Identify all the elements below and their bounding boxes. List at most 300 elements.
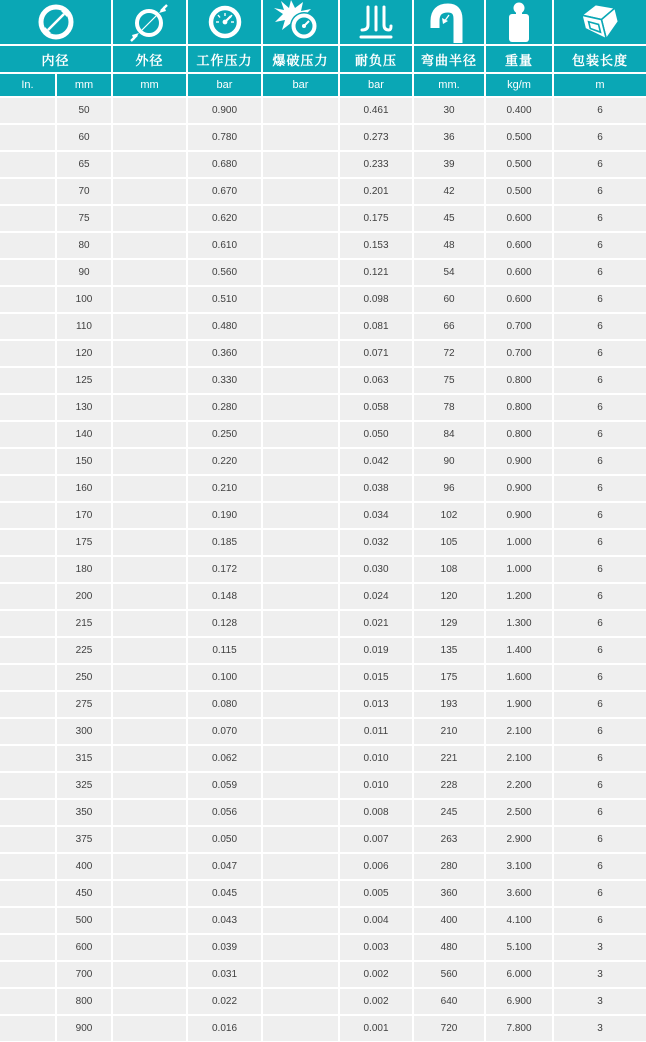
data-cell-inner_diameter_mm: 375 — [57, 827, 111, 852]
data-cell-bend_radius_mm: 90 — [414, 449, 484, 474]
data-cell-burst_pressure_bar — [263, 206, 338, 231]
header-icon-cell-burst-pressure — [263, 0, 338, 44]
data-cell-burst_pressure_bar — [263, 854, 338, 879]
data-cell-packing_length_m: 6 — [554, 611, 646, 636]
data-cell-outer_diameter_mm — [113, 854, 186, 879]
data-cell-inner_diameter_mm: 60 — [57, 125, 111, 150]
data-cell-vacuum_bar: 0.007 — [340, 827, 412, 852]
data-cell-burst_pressure_bar — [263, 503, 338, 528]
header-icon-cell-working-pressure — [188, 0, 261, 44]
data-cell-inner_diameter_in — [0, 530, 55, 555]
data-cell-bend_radius_mm: 120 — [414, 584, 484, 609]
burst-pressure-icon — [269, 0, 333, 44]
data-cell-burst_pressure_bar — [263, 746, 338, 771]
data-cell-working_pressure_bar: 0.250 — [188, 422, 261, 447]
data-cell-outer_diameter_mm — [113, 233, 186, 258]
data-cell-inner_diameter_in — [0, 746, 55, 771]
data-cell-outer_diameter_mm — [113, 989, 186, 1014]
unit-cell-burst_pressure_bar: bar — [263, 74, 338, 96]
data-cell-weight_kg_m: 3.100 — [486, 854, 552, 879]
data-cell-inner_diameter_mm: 215 — [57, 611, 111, 636]
data-cell-working_pressure_bar: 0.172 — [188, 557, 261, 582]
data-cell-burst_pressure_bar — [263, 260, 338, 285]
data-cell-outer_diameter_mm — [113, 503, 186, 528]
data-cell-burst_pressure_bar — [263, 584, 338, 609]
data-cell-burst_pressure_bar — [263, 125, 338, 150]
data-cell-weight_kg_m: 0.600 — [486, 260, 552, 285]
data-cell-burst_pressure_bar — [263, 827, 338, 852]
data-cell-working_pressure_bar: 0.056 — [188, 800, 261, 825]
data-cell-burst_pressure_bar — [263, 422, 338, 447]
data-cell-packing_length_m: 6 — [554, 719, 646, 744]
data-cell-inner_diameter_mm: 175 — [57, 530, 111, 555]
data-cell-bend_radius_mm: 75 — [414, 368, 484, 393]
data-cell-vacuum_bar: 0.201 — [340, 179, 412, 204]
unit-cell-outer_diameter_mm: mm — [113, 74, 186, 96]
data-cell-weight_kg_m: 2.900 — [486, 827, 552, 852]
data-cell-bend_radius_mm: 560 — [414, 962, 484, 987]
data-cell-weight_kg_m: 0.900 — [486, 503, 552, 528]
data-cell-burst_pressure_bar — [263, 1016, 338, 1041]
data-cell-inner_diameter_in — [0, 557, 55, 582]
data-cell-weight_kg_m: 0.500 — [486, 125, 552, 150]
data-cell-inner_diameter_in — [0, 287, 55, 312]
data-cell-vacuum_bar: 0.121 — [340, 260, 412, 285]
data-cell-inner_diameter_in — [0, 314, 55, 339]
data-cell-packing_length_m: 6 — [554, 179, 646, 204]
data-cell-weight_kg_m: 7.800 — [486, 1016, 552, 1041]
data-cell-weight_kg_m: 0.400 — [486, 98, 552, 123]
data-cell-burst_pressure_bar — [263, 152, 338, 177]
data-cell-vacuum_bar: 0.038 — [340, 476, 412, 501]
data-cell-weight_kg_m: 0.700 — [486, 314, 552, 339]
vacuum-resistance-icon — [345, 1, 407, 43]
data-cell-outer_diameter_mm — [113, 530, 186, 555]
data-cell-outer_diameter_mm — [113, 314, 186, 339]
data-cell-weight_kg_m: 6.900 — [486, 989, 552, 1014]
data-cell-inner_diameter_mm: 65 — [57, 152, 111, 177]
data-cell-outer_diameter_mm — [113, 341, 186, 366]
data-cell-packing_length_m: 6 — [554, 503, 646, 528]
data-cell-bend_radius_mm: 48 — [414, 233, 484, 258]
data-cell-burst_pressure_bar — [263, 773, 338, 798]
data-cell-inner_diameter_mm: 450 — [57, 881, 111, 906]
data-cell-packing_length_m: 6 — [554, 260, 646, 285]
unit-cell-packing_length_m: m — [554, 74, 646, 96]
column-header-burst-pressure: 爆破压力 — [263, 46, 338, 72]
data-cell-inner_diameter_mm: 700 — [57, 962, 111, 987]
data-cell-bend_radius_mm: 96 — [414, 476, 484, 501]
data-cell-outer_diameter_mm — [113, 476, 186, 501]
data-cell-packing_length_m: 6 — [554, 530, 646, 555]
data-cell-outer_diameter_mm — [113, 98, 186, 123]
data-cell-weight_kg_m: 2.100 — [486, 746, 552, 771]
data-cell-bend_radius_mm: 45 — [414, 206, 484, 231]
unit-cell-inner_diameter_mm: mm — [57, 74, 111, 96]
data-cell-vacuum_bar: 0.003 — [340, 935, 412, 960]
data-cell-packing_length_m: 3 — [554, 989, 646, 1014]
data-cell-vacuum_bar: 0.461 — [340, 98, 412, 123]
data-cell-outer_diameter_mm — [113, 665, 186, 690]
outer-diameter-icon — [119, 1, 181, 43]
data-cell-bend_radius_mm: 42 — [414, 179, 484, 204]
data-cell-packing_length_m: 6 — [554, 98, 646, 123]
data-cell-packing_length_m: 6 — [554, 908, 646, 933]
data-cell-outer_diameter_mm — [113, 125, 186, 150]
data-cell-outer_diameter_mm — [113, 1016, 186, 1041]
data-cell-inner_diameter_mm: 500 — [57, 908, 111, 933]
column-header-bend-radius: 弯曲半径 — [414, 46, 484, 72]
data-cell-vacuum_bar: 0.015 — [340, 665, 412, 690]
data-cell-working_pressure_bar: 0.360 — [188, 341, 261, 366]
data-cell-bend_radius_mm: 129 — [414, 611, 484, 636]
data-cell-inner_diameter_mm: 800 — [57, 989, 111, 1014]
data-cell-weight_kg_m: 0.800 — [486, 368, 552, 393]
data-cell-working_pressure_bar: 0.670 — [188, 179, 261, 204]
data-cell-burst_pressure_bar — [263, 665, 338, 690]
data-cell-outer_diameter_mm — [113, 773, 186, 798]
data-cell-burst_pressure_bar — [263, 341, 338, 366]
data-cell-burst_pressure_bar — [263, 962, 338, 987]
column-header-packing-length: 包装长度 — [554, 46, 646, 72]
data-cell-bend_radius_mm: 36 — [414, 125, 484, 150]
data-cell-packing_length_m: 3 — [554, 935, 646, 960]
data-cell-inner_diameter_mm: 250 — [57, 665, 111, 690]
data-cell-inner_diameter_in — [0, 665, 55, 690]
data-cell-packing_length_m: 3 — [554, 1016, 646, 1041]
data-cell-inner_diameter_mm: 275 — [57, 692, 111, 717]
data-cell-inner_diameter_mm: 900 — [57, 1016, 111, 1041]
data-cell-working_pressure_bar: 0.062 — [188, 746, 261, 771]
data-cell-vacuum_bar: 0.032 — [340, 530, 412, 555]
data-cell-outer_diameter_mm — [113, 584, 186, 609]
data-cell-working_pressure_bar: 0.050 — [188, 827, 261, 852]
data-cell-inner_diameter_in — [0, 341, 55, 366]
data-cell-inner_diameter_mm: 350 — [57, 800, 111, 825]
data-cell-outer_diameter_mm — [113, 692, 186, 717]
data-cell-packing_length_m: 6 — [554, 827, 646, 852]
data-cell-weight_kg_m: 0.700 — [486, 341, 552, 366]
data-cell-outer_diameter_mm — [113, 908, 186, 933]
data-cell-inner_diameter_in — [0, 800, 55, 825]
data-cell-inner_diameter_in — [0, 422, 55, 447]
data-cell-weight_kg_m: 0.600 — [486, 206, 552, 231]
data-cell-inner_diameter_in — [0, 206, 55, 231]
data-cell-weight_kg_m: 1.300 — [486, 611, 552, 636]
data-cell-working_pressure_bar: 0.022 — [188, 989, 261, 1014]
data-cell-inner_diameter_in — [0, 989, 55, 1014]
data-cell-inner_diameter_in — [0, 584, 55, 609]
data-cell-outer_diameter_mm — [113, 800, 186, 825]
data-cell-working_pressure_bar: 0.680 — [188, 152, 261, 177]
data-cell-outer_diameter_mm — [113, 152, 186, 177]
data-cell-weight_kg_m: 2.200 — [486, 773, 552, 798]
data-cell-packing_length_m: 6 — [554, 152, 646, 177]
data-cell-weight_kg_m: 4.100 — [486, 908, 552, 933]
data-cell-bend_radius_mm: 66 — [414, 314, 484, 339]
data-cell-vacuum_bar: 0.081 — [340, 314, 412, 339]
data-cell-burst_pressure_bar — [263, 179, 338, 204]
data-cell-inner_diameter_mm: 600 — [57, 935, 111, 960]
header-icon-cell-weight — [486, 0, 552, 44]
inner-diameter-icon — [25, 1, 87, 43]
data-cell-vacuum_bar: 0.050 — [340, 422, 412, 447]
unit-cell-working_pressure_bar: bar — [188, 74, 261, 96]
data-cell-burst_pressure_bar — [263, 314, 338, 339]
data-cell-vacuum_bar: 0.010 — [340, 746, 412, 771]
data-cell-inner_diameter_mm: 200 — [57, 584, 111, 609]
data-cell-vacuum_bar: 0.004 — [340, 908, 412, 933]
data-cell-bend_radius_mm: 175 — [414, 665, 484, 690]
data-cell-weight_kg_m: 5.100 — [486, 935, 552, 960]
data-cell-burst_pressure_bar — [263, 98, 338, 123]
data-cell-inner_diameter_mm: 160 — [57, 476, 111, 501]
data-cell-weight_kg_m: 1.000 — [486, 530, 552, 555]
data-cell-inner_diameter_mm: 300 — [57, 719, 111, 744]
data-cell-bend_radius_mm: 400 — [414, 908, 484, 933]
data-cell-working_pressure_bar: 0.210 — [188, 476, 261, 501]
data-cell-inner_diameter_in — [0, 449, 55, 474]
header-icon-cell-bend-radius — [414, 0, 484, 44]
column-header-working-pressure: 工作压力 — [188, 46, 261, 72]
data-cell-packing_length_m: 6 — [554, 449, 646, 474]
data-cell-inner_diameter_mm: 80 — [57, 233, 111, 258]
data-cell-outer_diameter_mm — [113, 179, 186, 204]
data-cell-weight_kg_m: 1.200 — [486, 584, 552, 609]
data-cell-bend_radius_mm: 360 — [414, 881, 484, 906]
data-cell-packing_length_m: 6 — [554, 584, 646, 609]
data-cell-inner_diameter_in — [0, 638, 55, 663]
data-cell-vacuum_bar: 0.011 — [340, 719, 412, 744]
data-cell-outer_diameter_mm — [113, 611, 186, 636]
data-cell-inner_diameter_in — [0, 908, 55, 933]
data-cell-working_pressure_bar: 0.115 — [188, 638, 261, 663]
data-cell-weight_kg_m: 2.500 — [486, 800, 552, 825]
data-cell-vacuum_bar: 0.024 — [340, 584, 412, 609]
data-cell-vacuum_bar: 0.098 — [340, 287, 412, 312]
data-cell-vacuum_bar: 0.175 — [340, 206, 412, 231]
data-cell-bend_radius_mm: 39 — [414, 152, 484, 177]
data-cell-outer_diameter_mm — [113, 206, 186, 231]
data-cell-burst_pressure_bar — [263, 395, 338, 420]
data-cell-working_pressure_bar: 0.780 — [188, 125, 261, 150]
data-cell-packing_length_m: 6 — [554, 881, 646, 906]
column-header-inner-diameter: 内径 — [0, 46, 111, 72]
data-cell-bend_radius_mm: 480 — [414, 935, 484, 960]
data-cell-packing_length_m: 6 — [554, 557, 646, 582]
data-cell-vacuum_bar: 0.013 — [340, 692, 412, 717]
data-cell-bend_radius_mm: 210 — [414, 719, 484, 744]
data-cell-inner_diameter_in — [0, 503, 55, 528]
data-cell-inner_diameter_mm: 70 — [57, 179, 111, 204]
data-cell-inner_diameter_in — [0, 98, 55, 123]
data-cell-outer_diameter_mm — [113, 260, 186, 285]
data-cell-inner_diameter_mm: 140 — [57, 422, 111, 447]
data-cell-weight_kg_m: 0.900 — [486, 449, 552, 474]
data-cell-burst_pressure_bar — [263, 557, 338, 582]
data-cell-working_pressure_bar: 0.560 — [188, 260, 261, 285]
data-cell-weight_kg_m: 0.600 — [486, 233, 552, 258]
data-cell-weight_kg_m: 0.600 — [486, 287, 552, 312]
data-cell-vacuum_bar: 0.021 — [340, 611, 412, 636]
data-cell-burst_pressure_bar — [263, 476, 338, 501]
data-cell-packing_length_m: 6 — [554, 395, 646, 420]
data-cell-inner_diameter_mm: 110 — [57, 314, 111, 339]
data-cell-weight_kg_m: 1.900 — [486, 692, 552, 717]
weight-icon — [488, 0, 550, 44]
data-cell-packing_length_m: 6 — [554, 800, 646, 825]
data-cell-weight_kg_m: 3.600 — [486, 881, 552, 906]
data-cell-outer_diameter_mm — [113, 935, 186, 960]
working-pressure-gauge-icon — [194, 1, 256, 43]
data-cell-working_pressure_bar: 0.016 — [188, 1016, 261, 1041]
data-cell-working_pressure_bar: 0.080 — [188, 692, 261, 717]
data-cell-vacuum_bar: 0.001 — [340, 1016, 412, 1041]
data-cell-weight_kg_m: 1.000 — [486, 557, 552, 582]
data-cell-working_pressure_bar: 0.510 — [188, 287, 261, 312]
data-cell-burst_pressure_bar — [263, 800, 338, 825]
data-cell-bend_radius_mm: 30 — [414, 98, 484, 123]
data-cell-vacuum_bar: 0.273 — [340, 125, 412, 150]
data-cell-burst_pressure_bar — [263, 908, 338, 933]
data-cell-packing_length_m: 6 — [554, 422, 646, 447]
data-cell-bend_radius_mm: 221 — [414, 746, 484, 771]
data-cell-vacuum_bar: 0.071 — [340, 341, 412, 366]
data-cell-inner_diameter_in — [0, 827, 55, 852]
header-icon-cell-packing-length — [554, 0, 646, 44]
data-cell-bend_radius_mm: 720 — [414, 1016, 484, 1041]
data-cell-inner_diameter_in — [0, 962, 55, 987]
header-icon-cell-vacuum-resistance — [340, 0, 412, 44]
data-cell-working_pressure_bar: 0.070 — [188, 719, 261, 744]
data-cell-vacuum_bar: 0.002 — [340, 962, 412, 987]
data-cell-inner_diameter_in — [0, 368, 55, 393]
data-cell-working_pressure_bar: 0.330 — [188, 368, 261, 393]
data-cell-bend_radius_mm: 228 — [414, 773, 484, 798]
data-cell-weight_kg_m: 0.500 — [486, 152, 552, 177]
data-cell-working_pressure_bar: 0.610 — [188, 233, 261, 258]
data-cell-weight_kg_m: 0.500 — [486, 179, 552, 204]
data-cell-inner_diameter_mm: 400 — [57, 854, 111, 879]
data-cell-vacuum_bar: 0.058 — [340, 395, 412, 420]
data-cell-inner_diameter_in — [0, 179, 55, 204]
data-cell-working_pressure_bar: 0.148 — [188, 584, 261, 609]
data-cell-outer_diameter_mm — [113, 827, 186, 852]
data-cell-inner_diameter_mm: 315 — [57, 746, 111, 771]
data-cell-bend_radius_mm: 102 — [414, 503, 484, 528]
data-cell-working_pressure_bar: 0.220 — [188, 449, 261, 474]
data-cell-inner_diameter_mm: 225 — [57, 638, 111, 663]
data-cell-working_pressure_bar: 0.185 — [188, 530, 261, 555]
data-cell-outer_diameter_mm — [113, 287, 186, 312]
data-cell-inner_diameter_in — [0, 260, 55, 285]
data-cell-working_pressure_bar: 0.900 — [188, 98, 261, 123]
data-cell-inner_diameter_in — [0, 125, 55, 150]
data-cell-working_pressure_bar: 0.047 — [188, 854, 261, 879]
data-cell-inner_diameter_in — [0, 233, 55, 258]
header-icon-cell-outer-diameter — [113, 0, 186, 44]
unit-cell-vacuum_bar: bar — [340, 74, 412, 96]
data-cell-working_pressure_bar: 0.045 — [188, 881, 261, 906]
data-cell-outer_diameter_mm — [113, 395, 186, 420]
data-cell-working_pressure_bar: 0.100 — [188, 665, 261, 690]
data-cell-weight_kg_m: 0.800 — [486, 422, 552, 447]
data-cell-inner_diameter_mm: 100 — [57, 287, 111, 312]
data-cell-working_pressure_bar: 0.031 — [188, 962, 261, 987]
data-cell-packing_length_m: 6 — [554, 368, 646, 393]
data-cell-outer_diameter_mm — [113, 746, 186, 771]
data-cell-bend_radius_mm: 263 — [414, 827, 484, 852]
data-cell-bend_radius_mm: 640 — [414, 989, 484, 1014]
data-cell-working_pressure_bar: 0.128 — [188, 611, 261, 636]
data-cell-weight_kg_m: 0.900 — [486, 476, 552, 501]
data-cell-weight_kg_m: 0.800 — [486, 395, 552, 420]
data-cell-packing_length_m: 6 — [554, 314, 646, 339]
data-cell-bend_radius_mm: 72 — [414, 341, 484, 366]
data-cell-packing_length_m: 6 — [554, 692, 646, 717]
data-cell-bend_radius_mm: 245 — [414, 800, 484, 825]
data-cell-packing_length_m: 6 — [554, 638, 646, 663]
data-cell-weight_kg_m: 2.100 — [486, 719, 552, 744]
data-cell-burst_pressure_bar — [263, 692, 338, 717]
data-cell-inner_diameter_mm: 325 — [57, 773, 111, 798]
data-cell-packing_length_m: 6 — [554, 206, 646, 231]
data-cell-burst_pressure_bar — [263, 233, 338, 258]
data-cell-inner_diameter_in — [0, 854, 55, 879]
data-cell-inner_diameter_mm: 50 — [57, 98, 111, 123]
data-cell-working_pressure_bar: 0.190 — [188, 503, 261, 528]
data-cell-working_pressure_bar: 0.280 — [188, 395, 261, 420]
data-cell-inner_diameter_in — [0, 773, 55, 798]
data-cell-bend_radius_mm: 108 — [414, 557, 484, 582]
data-cell-packing_length_m: 6 — [554, 854, 646, 879]
data-cell-packing_length_m: 6 — [554, 287, 646, 312]
data-cell-vacuum_bar: 0.002 — [340, 989, 412, 1014]
column-header-outer-diameter: 外径 — [113, 46, 186, 72]
data-cell-inner_diameter_mm: 180 — [57, 557, 111, 582]
data-cell-outer_diameter_mm — [113, 881, 186, 906]
data-cell-packing_length_m: 6 — [554, 341, 646, 366]
header-icon-cell-inner-diameter — [0, 0, 111, 44]
data-cell-weight_kg_m: 6.000 — [486, 962, 552, 987]
data-cell-outer_diameter_mm — [113, 638, 186, 663]
data-cell-bend_radius_mm: 280 — [414, 854, 484, 879]
data-cell-working_pressure_bar: 0.059 — [188, 773, 261, 798]
data-cell-burst_pressure_bar — [263, 287, 338, 312]
data-cell-burst_pressure_bar — [263, 719, 338, 744]
data-cell-outer_diameter_mm — [113, 719, 186, 744]
data-cell-vacuum_bar: 0.042 — [340, 449, 412, 474]
data-cell-bend_radius_mm: 84 — [414, 422, 484, 447]
data-cell-inner_diameter_in — [0, 395, 55, 420]
data-cell-burst_pressure_bar — [263, 368, 338, 393]
data-cell-inner_diameter_in — [0, 152, 55, 177]
data-cell-vacuum_bar: 0.063 — [340, 368, 412, 393]
data-cell-working_pressure_bar: 0.620 — [188, 206, 261, 231]
data-cell-packing_length_m: 6 — [554, 665, 646, 690]
data-cell-packing_length_m: 6 — [554, 233, 646, 258]
unit-cell-weight_kg_m: kg/m — [486, 74, 552, 96]
data-cell-bend_radius_mm: 135 — [414, 638, 484, 663]
data-cell-packing_length_m: 6 — [554, 746, 646, 771]
data-cell-working_pressure_bar: 0.039 — [188, 935, 261, 960]
data-cell-vacuum_bar: 0.153 — [340, 233, 412, 258]
data-cell-outer_diameter_mm — [113, 557, 186, 582]
data-cell-inner_diameter_mm: 150 — [57, 449, 111, 474]
data-cell-burst_pressure_bar — [263, 611, 338, 636]
column-header-vacuum-resistance: 耐负压 — [340, 46, 412, 72]
data-cell-bend_radius_mm: 105 — [414, 530, 484, 555]
